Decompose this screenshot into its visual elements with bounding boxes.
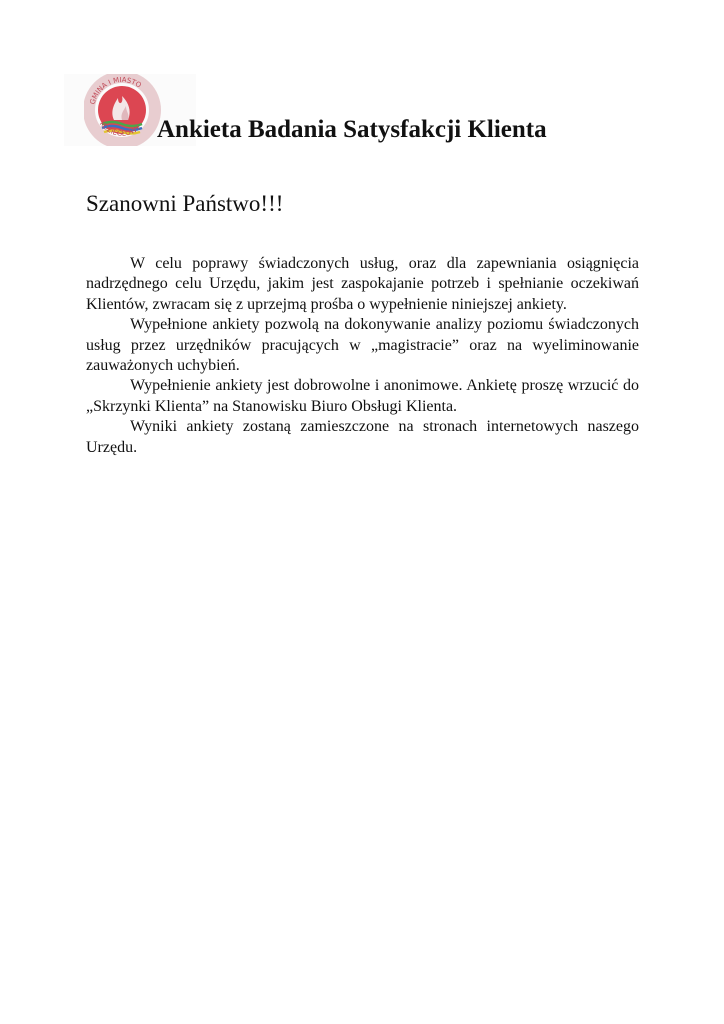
logo-text-top: GMINA I MIASTO [88, 75, 143, 106]
document-title: Ankieta Badania Satysfakcji Klienta [157, 116, 547, 143]
paragraph: W celu poprawy świadczonych usług, oraz dla zapewniania osiągnięcia nadrzędnego celu Urzędu, jakim jest zaspokajanie potrzeb i spełnianie oczekiwań Klientów, zwracam się z uprzejmą prośba o wypełnienie niniejszej ankiety. [86, 255, 639, 313]
paragraph: Wypełnienie ankiety jest dobrowolne i anonimowe. Ankietę proszę wrzucić do „Skrzynki Klienta” na Stanowisku Biuro Obsługi Klienta. [86, 377, 639, 415]
body-text [86, 254, 639, 458]
paragraph: Wypełnione ankiety pozwolą na dokonywanie analizy poziomu świadczonych usług przez urzędników pracujących w „magistracie” oraz na wyeliminowanie zauważonych uchybień. [86, 316, 639, 375]
document-header [64, 74, 664, 150]
paragraph: Wyniki ankiety zostaną zamieszczone na stronach internetowych naszego Urzędu. [86, 418, 639, 456]
logo-text-bottom: KOZIEGŁOWY [97, 119, 143, 138]
greeting: Szanowni Państwo!!! [86, 191, 284, 216]
